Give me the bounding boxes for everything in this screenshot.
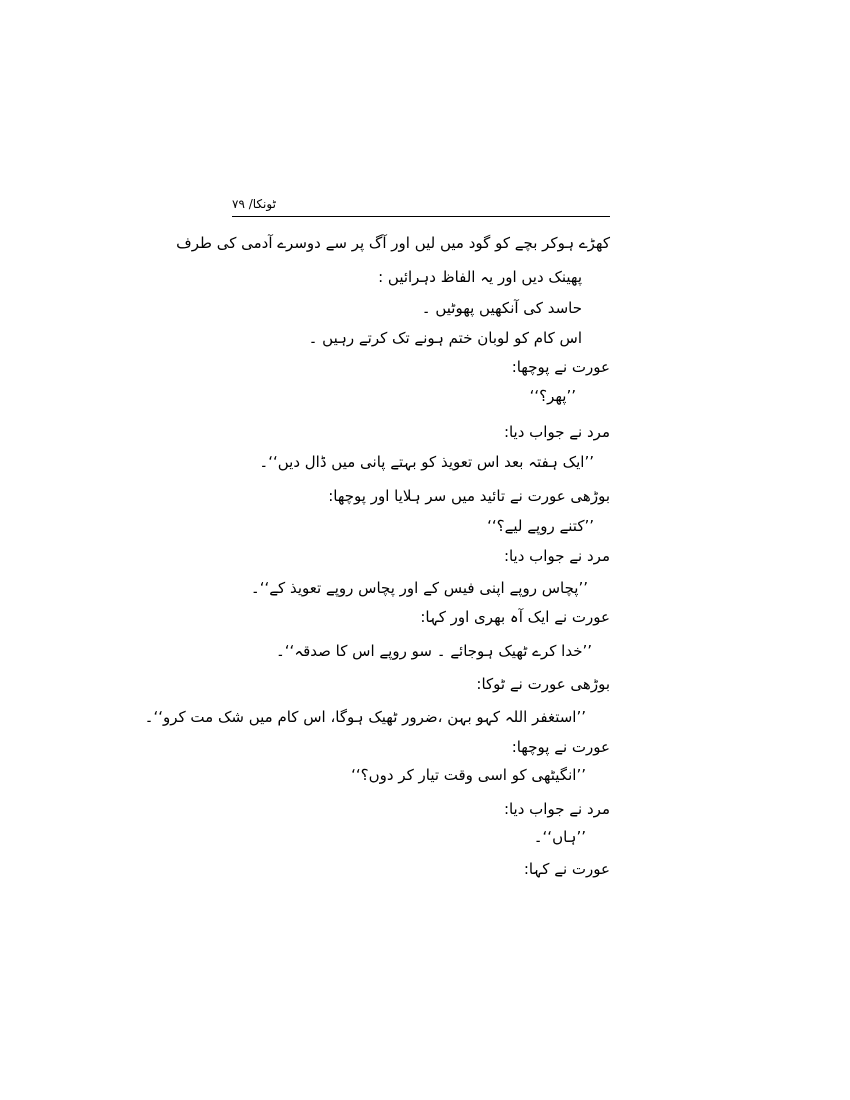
page-number: ٹونکا/ ٧٩	[232, 197, 276, 211]
speaker-line: بوڑھی عورت نے تائید میں سر ہلایا اور پوچھا:	[328, 487, 610, 505]
dialogue-line: ’’ایک ہفتہ بعد اس تعویذ کو بہتے پانی میں ڈال دیں‘‘۔	[259, 453, 594, 471]
speaker-line: عورت نے ایک آہ بھری اور کہا:	[420, 608, 610, 626]
running-header	[232, 194, 610, 216]
speaker-line: مرد نے جواب دیا:	[503, 800, 610, 818]
header-divider	[232, 216, 610, 217]
dialogue-line: ’’خدا کرے ٹھیک ہوجائے ۔ سو روپے اس کا صدقہ‘‘۔	[276, 642, 592, 660]
speaker-line: بوڑھی عورت نے ٹوکا:	[476, 675, 610, 693]
dialogue-line: ’’پھر؟‘‘	[529, 387, 576, 405]
text-line: کھڑے ہوکر بچے کو گود میں لیں اور آگ پر سے دوسرے آدمی کی طرف	[176, 234, 610, 252]
dialogue-line: ’’کتنے روپے لیے؟‘‘	[487, 517, 594, 535]
speaker-line: عورت نے پوچھا:	[511, 358, 610, 376]
dialogue-line: ’’ہاں‘‘۔	[533, 828, 586, 846]
text-line: پھینک دیں اور یہ الفاظ دہرائیں :	[378, 268, 582, 286]
speaker-line: مرد نے جواب دیا:	[503, 423, 610, 441]
dialogue-line: ’’پچاس روپے اپنی فیس کے اور پچاس روپے تعویذ کے‘‘۔	[250, 579, 588, 597]
speaker-line: عورت نے کہا:	[523, 860, 610, 878]
text-line: اس کام کو لوبان ختم ہونے تک کرتے رہیں ۔	[308, 329, 582, 347]
dialogue-line: ’’استغفر اللہ کہو بہن ،ضرور ٹھیک ہوگا، اس کام میں شک مت کرو‘‘۔	[144, 708, 586, 726]
text-line: حاسد کی آنکھیں پھوٹیں ۔	[421, 299, 582, 317]
speaker-line: عورت نے پوچھا:	[511, 738, 610, 756]
speaker-line: مرد نے جواب دیا:	[503, 547, 610, 565]
dialogue-line: ’’انگیٹھی کو اسی وقت تیار کر دوں؟‘‘	[351, 766, 586, 784]
